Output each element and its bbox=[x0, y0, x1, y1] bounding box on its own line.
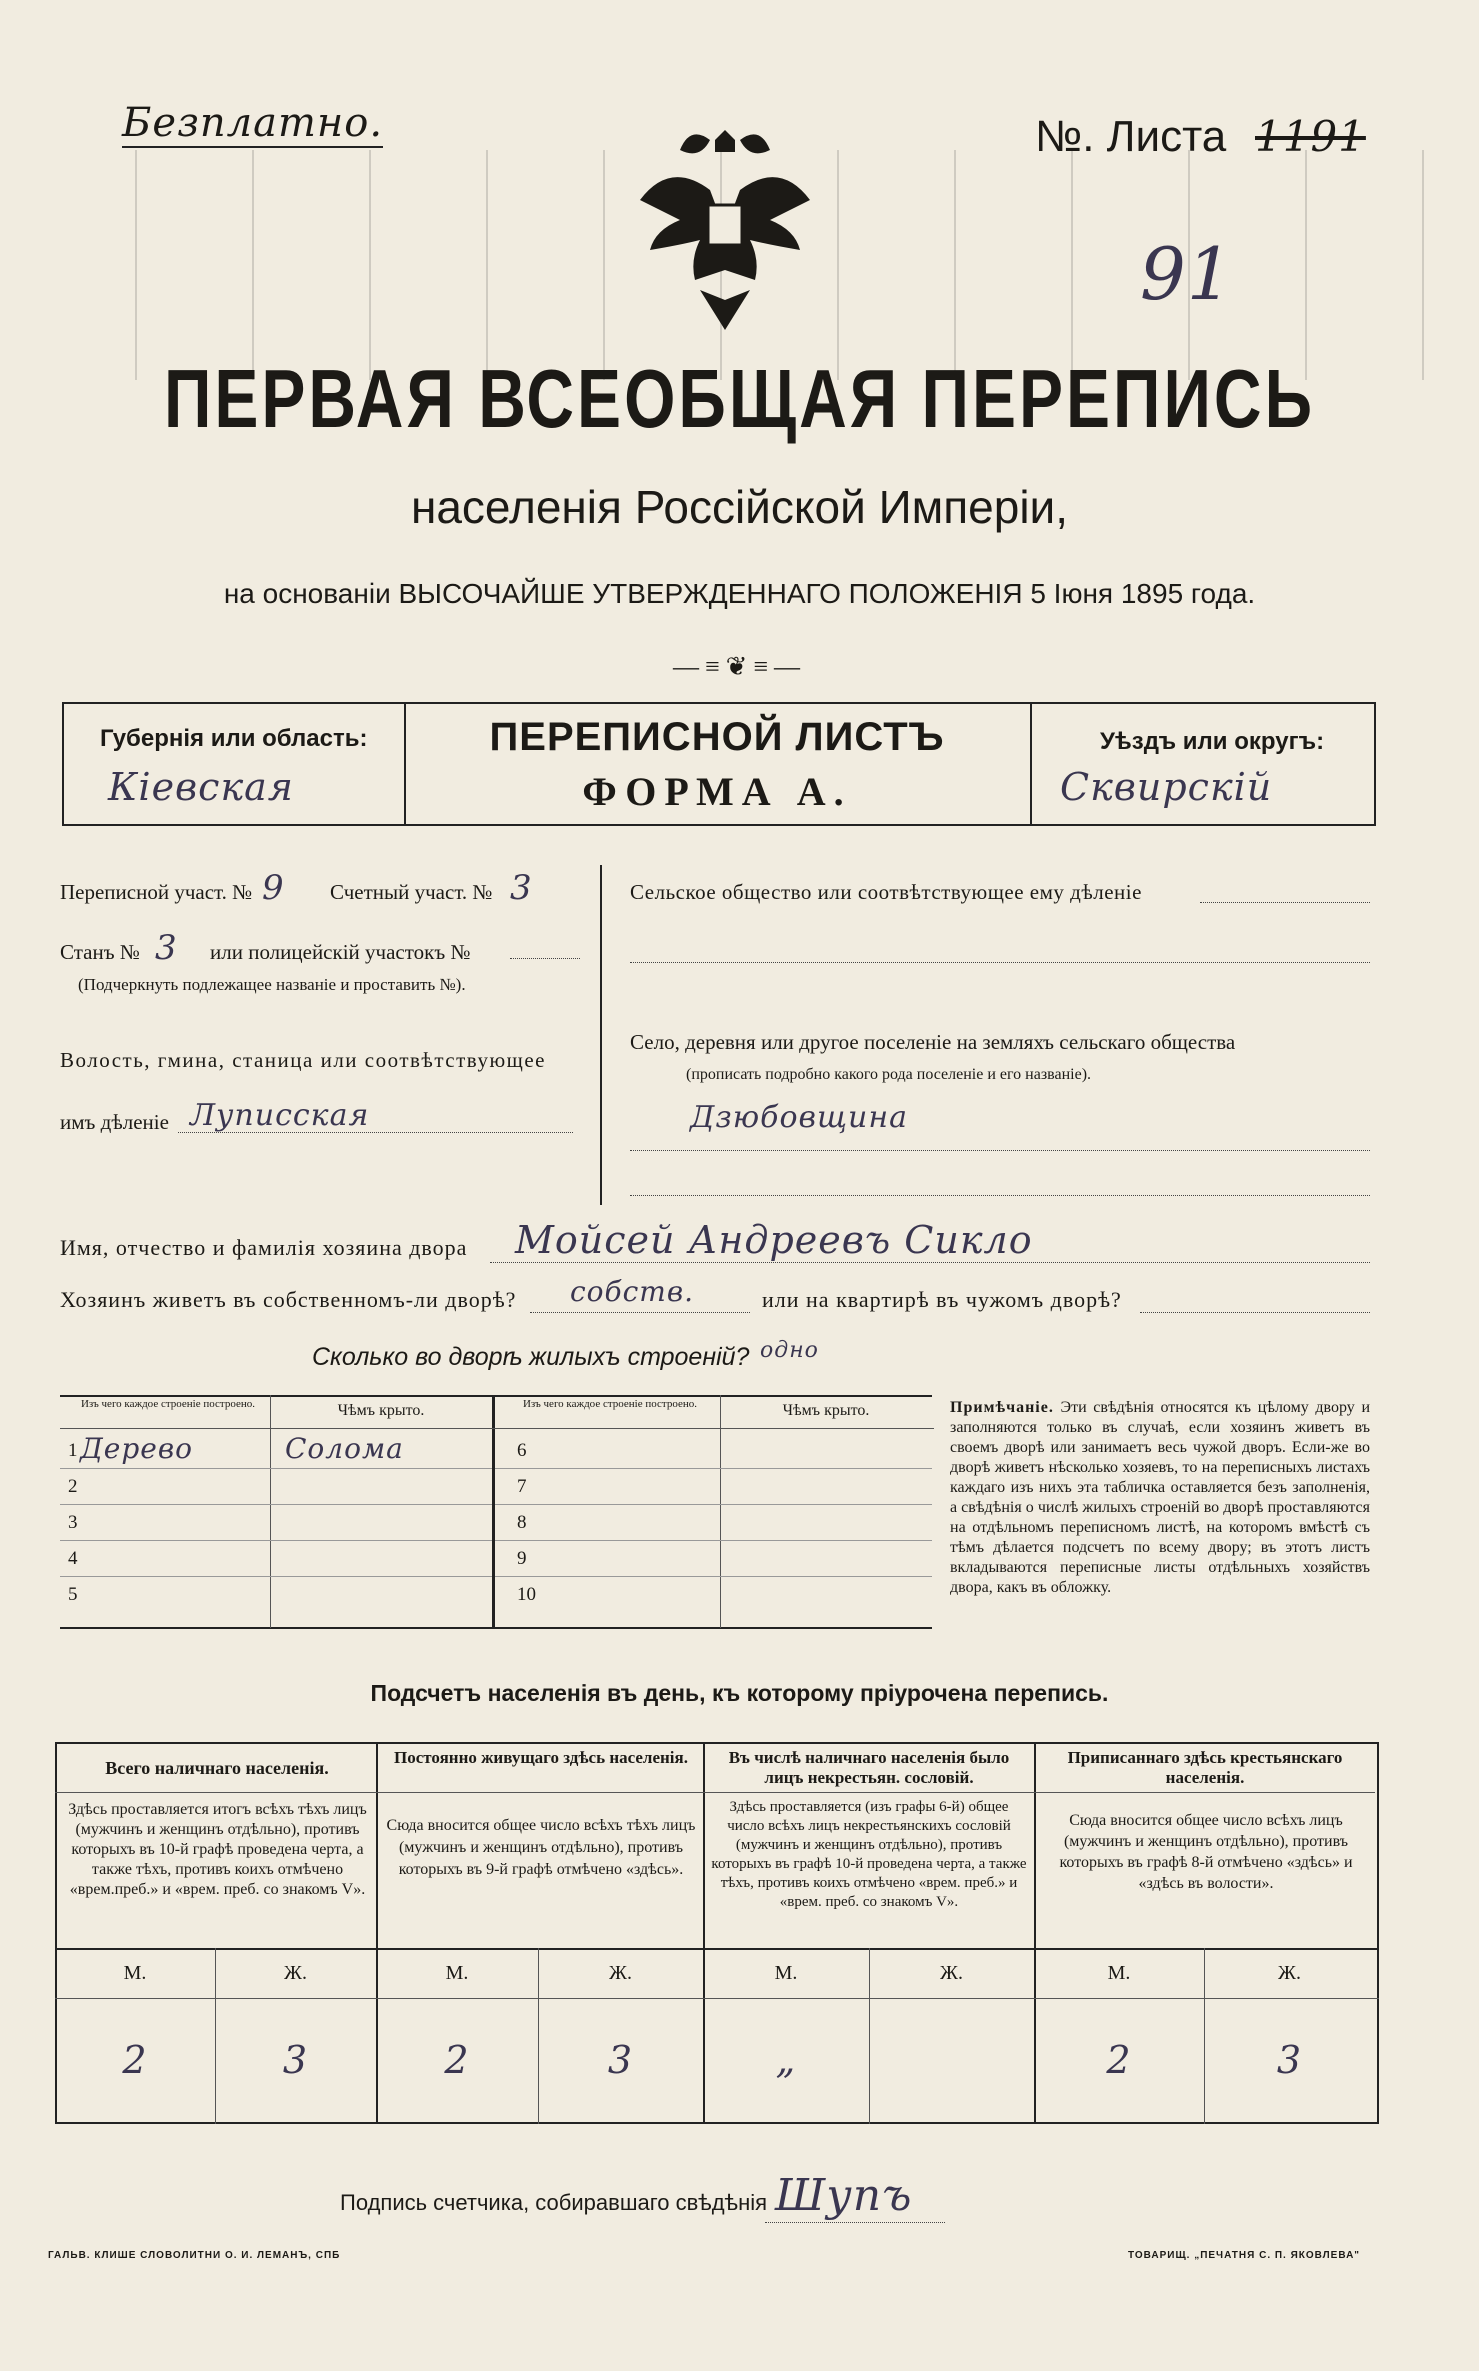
uezd-label: Уѣздъ или округъ: bbox=[1100, 728, 1325, 755]
table-row bbox=[495, 1540, 932, 1577]
population-col3-header-line bbox=[703, 1792, 1034, 1793]
population-col2-header: Постоянно живущаго здѣсь населенія. bbox=[394, 1748, 688, 1767]
signature-label: Подпись счетчика, собиравшаго свѣдѣнія bbox=[340, 2190, 768, 2215]
form-title: ПЕРЕПИСНОЙ ЛИСТЪ bbox=[489, 715, 945, 759]
population-col1-male-value: 2 bbox=[122, 2038, 148, 2082]
population-col3-male-label: М. bbox=[774, 1962, 798, 1984]
volost-line bbox=[178, 1132, 573, 1133]
table-row bbox=[60, 1504, 492, 1541]
row-roof: Солома bbox=[285, 1432, 404, 1465]
table-row bbox=[495, 1504, 932, 1541]
population-col2-header-line bbox=[376, 1792, 703, 1793]
volost-value: Луписская bbox=[190, 1098, 370, 1133]
imperial-eagle-icon bbox=[620, 110, 830, 340]
row-number: 2 bbox=[68, 1476, 78, 1497]
row-number: 7 bbox=[517, 1476, 527, 1497]
population-col1-header: Всего наличнаго населенія. bbox=[105, 1758, 329, 1778]
population-col1-desc: Здѣсь проставляется итогъ всѣхъ тѣхъ лицъ (мужчинъ и женщинъ отдѣльно), противъ которыхъ въ 10-й графѣ проведена черта, а также тѣхъ, противъ коихъ отмѣчено «врем.преб.» и «врем. преб. со знакомъ V». bbox=[68, 1801, 367, 1898]
region-divider-right bbox=[1030, 702, 1032, 824]
lives-label: Хозяинъ живетъ въ собственномъ-ли дворѣ? bbox=[60, 1287, 517, 1312]
population-col2-male-label: М. bbox=[445, 1962, 469, 1984]
table-row bbox=[60, 1432, 492, 1469]
population-col4-male-value: 2 bbox=[1106, 2038, 1132, 2082]
building-table-header-line bbox=[60, 1428, 934, 1429]
population-mf-top-line bbox=[55, 1948, 1379, 1950]
population-col1-female-label: Ж. bbox=[284, 1962, 307, 1984]
village-line-2 bbox=[630, 1195, 1370, 1196]
population-col2-female-value: 3 bbox=[607, 2038, 634, 2082]
count-district-label: Счетный участ. № bbox=[330, 880, 493, 904]
form-name: ФОРМА А. bbox=[582, 769, 852, 814]
population-col1-male-label: М. bbox=[123, 1962, 147, 1984]
population-col1-female-value: 3 bbox=[282, 2038, 309, 2082]
village-label: Село, деревня или другое поселеніе на земляхъ сельскаго общества bbox=[630, 1030, 1236, 1054]
population-mf-header-line bbox=[55, 1998, 1379, 1999]
rural-society-label: Сельское общество или соотвѣтствующее ему дѣленіе bbox=[630, 880, 1142, 904]
row-number: 5 bbox=[68, 1584, 78, 1605]
table-row bbox=[495, 1468, 932, 1505]
row-number: 10 bbox=[517, 1584, 536, 1605]
footer-right-imprint: ТОВАРИЩ. „ПЕЧАТНЯ С. П. ЯКОВЛЕВА" bbox=[1128, 2250, 1361, 2261]
table-row bbox=[495, 1432, 932, 1469]
population-col4-header-line bbox=[1034, 1792, 1375, 1793]
buildings-value: одно bbox=[760, 1338, 819, 1363]
building-roof-header-left: Чѣмъ крыто. bbox=[337, 1402, 425, 1419]
footer-left-imprint: ГАЛЬВ. КЛИШЕ СЛОВОЛИТНИ О. И. ЛЕМАНЪ, СПБ bbox=[48, 2250, 341, 2261]
fields-column-divider bbox=[600, 865, 602, 1205]
row-number: 6 bbox=[517, 1440, 527, 1461]
rural-society-line-2 bbox=[630, 962, 1370, 963]
lives-value: собств. bbox=[570, 1275, 695, 1308]
population-col3-female-label: Ж. bbox=[940, 1962, 963, 1984]
volost-label-2: имъ дѣленіе bbox=[60, 1110, 169, 1134]
lives-line bbox=[530, 1312, 750, 1313]
village-value: Дзюбовщина bbox=[690, 1100, 908, 1135]
row-number: 3 bbox=[68, 1512, 78, 1533]
owner-value: Мойсей Андреевъ Сикло bbox=[515, 1218, 1033, 1262]
census-district-value: 9 bbox=[262, 868, 285, 908]
population-col2-desc: Сюда вносится общее число всѣхъ тѣхъ лицъ (мужчинъ и женщинъ отдѣльно), противъ которыхъ въ 9-й графѣ отмѣчено «здѣсь». bbox=[386, 1817, 696, 1878]
village-note: (прописать подробно какого рода поселеніе и его названіе). bbox=[686, 1066, 1092, 1083]
stan-label: Станъ № bbox=[60, 940, 140, 964]
row-number: 9 bbox=[517, 1548, 527, 1569]
population-col4-female-label: Ж. bbox=[1278, 1962, 1301, 1984]
building-roof-header-right: Чѣмъ крыто. bbox=[782, 1402, 870, 1419]
stan-value: 3 bbox=[155, 928, 178, 968]
table-row bbox=[60, 1468, 492, 1505]
sheet-number-label: №. Листа bbox=[1035, 112, 1227, 161]
population-col4-female-value: 3 bbox=[1276, 2038, 1303, 2082]
count-district-value: 3 bbox=[510, 868, 533, 908]
population-col3-header: Въ числѣ наличнаго населенія было лицъ некрестьян. сословій. bbox=[728, 1748, 1010, 1787]
police-note: (Подчеркнуть подлежащее названіе и проставить №). bbox=[78, 975, 466, 994]
building-material-header-left: Изъ чего каждое строеніе построено. bbox=[80, 1398, 256, 1410]
table-row bbox=[60, 1576, 492, 1612]
table-row bbox=[60, 1540, 492, 1577]
table-row bbox=[495, 1576, 932, 1612]
guberniya-label: Губернія или область: bbox=[100, 725, 368, 752]
volost-label: Волость, гмина, станица или соотвѣтствующее bbox=[60, 1048, 546, 1072]
note-label: Примѣчаніе. bbox=[950, 1399, 1054, 1416]
population-col3-male-value: „ bbox=[775, 2038, 797, 2082]
ornament-divider: —≡❦≡— bbox=[672, 652, 807, 681]
free-label: Безплатно. bbox=[122, 100, 384, 146]
owner-line bbox=[490, 1262, 1370, 1263]
guberniya-value: Кіевская bbox=[108, 765, 294, 809]
signature-line bbox=[765, 2222, 945, 2223]
village-line-1 bbox=[630, 1150, 1370, 1151]
row-material: Дерево bbox=[80, 1432, 193, 1465]
population-col3-desc: Здѣсь проставляется (изъ графы 6-й) общее число всѣхъ лицъ некрестьянскихъ сословій (мужчинъ и женщинъ отдѣльно), противъ которыхъ въ графѣ 10-й проведена черта, а также тѣхъ, противъ коихъ отмѣчено «врем. преб.» и «врем. преб. со знакомъ V». bbox=[711, 1799, 1027, 1910]
main-title: ПЕРВАЯ ВСЕОБЩАЯ ПЕРЕПИСЬ bbox=[163, 351, 1316, 445]
population-col4-male-label: М. bbox=[1107, 1962, 1131, 1984]
owner-label: Имя, отчество и фамилія хозяина двора bbox=[60, 1235, 468, 1260]
population-title: Подсчетъ населенія въ день, къ которому пріурочена перепись. bbox=[370, 1680, 1109, 1706]
population-col4-header: Приписаннаго здѣсь крестьянскаго населенія. bbox=[1067, 1748, 1343, 1787]
population-col2-male-value: 2 bbox=[444, 2038, 470, 2082]
basis-line: на основаніи ВЫСОЧАЙШЕ УТВЕРЖДЕННАГО ПОЛОЖЕНІЯ 5 Іюня 1895 года. bbox=[223, 578, 1256, 609]
building-material-header-right: Изъ чего каждое строеніе построено. bbox=[522, 1398, 698, 1410]
uezd-value: Сквирскій bbox=[1060, 765, 1273, 809]
note-text: Эти свѣдѣнія относятся къ цѣлому двору и заполняются только въ случаѣ, если хозяинъ живетъ въ своемъ дворѣ или занимаетъ весь чужой дворъ. Если-же во дворѣ живетъ нѣсколько хозяевъ, то на переписныхъ листахъ каждаго изъ нихъ эта табличка оставляется безъ заполненія, а свѣдѣнія о числѣ жилыхъ строеній во дворѣ проставляются на отдѣльномъ переписномъ листѣ, на которомъ вмѣстѣ съ тѣмъ дѣлается подсчетъ по всему двору; въ этотъ листъ вкладываются переписные листы отдѣльныхъ хозяйствъ двора, какъ въ обложку. bbox=[950, 1399, 1370, 1596]
row-number: 8 bbox=[517, 1512, 527, 1533]
population-col2-female-label: Ж. bbox=[609, 1962, 632, 1984]
note-block bbox=[950, 1398, 1370, 1598]
row-number: 4 bbox=[68, 1548, 78, 1569]
subtitle: населенія Россійской Имперіи, bbox=[410, 481, 1069, 533]
lives-line-2 bbox=[1140, 1312, 1370, 1313]
police-line bbox=[510, 958, 580, 959]
signature-value: Шупъ bbox=[775, 2170, 913, 2221]
row-number: 1 bbox=[68, 1440, 78, 1461]
census-district-label: Переписной участ. № bbox=[60, 880, 253, 904]
rural-society-line-1 bbox=[1200, 902, 1370, 903]
police-label: или полицейскій участокъ № bbox=[210, 940, 471, 964]
buildings-label: Сколько во дворѣ жилыхъ строеній? bbox=[312, 1343, 750, 1371]
population-col1-header-line bbox=[55, 1792, 376, 1793]
population-col4-desc: Сюда вносится общее число всѣхъ лицъ (мужчинъ и женщинъ отдѣльно), противъ которыхъ въ графѣ 8-й отмѣчено «здѣсь» и «здѣсь въ волости». bbox=[1059, 1812, 1353, 1892]
sheet-number-struck: 1191 bbox=[1255, 112, 1366, 161]
lives-label-2: или на квартирѣ въ чужомъ дворѣ? bbox=[762, 1287, 1122, 1312]
sheet-number-handwritten: 91 bbox=[1140, 232, 1234, 316]
